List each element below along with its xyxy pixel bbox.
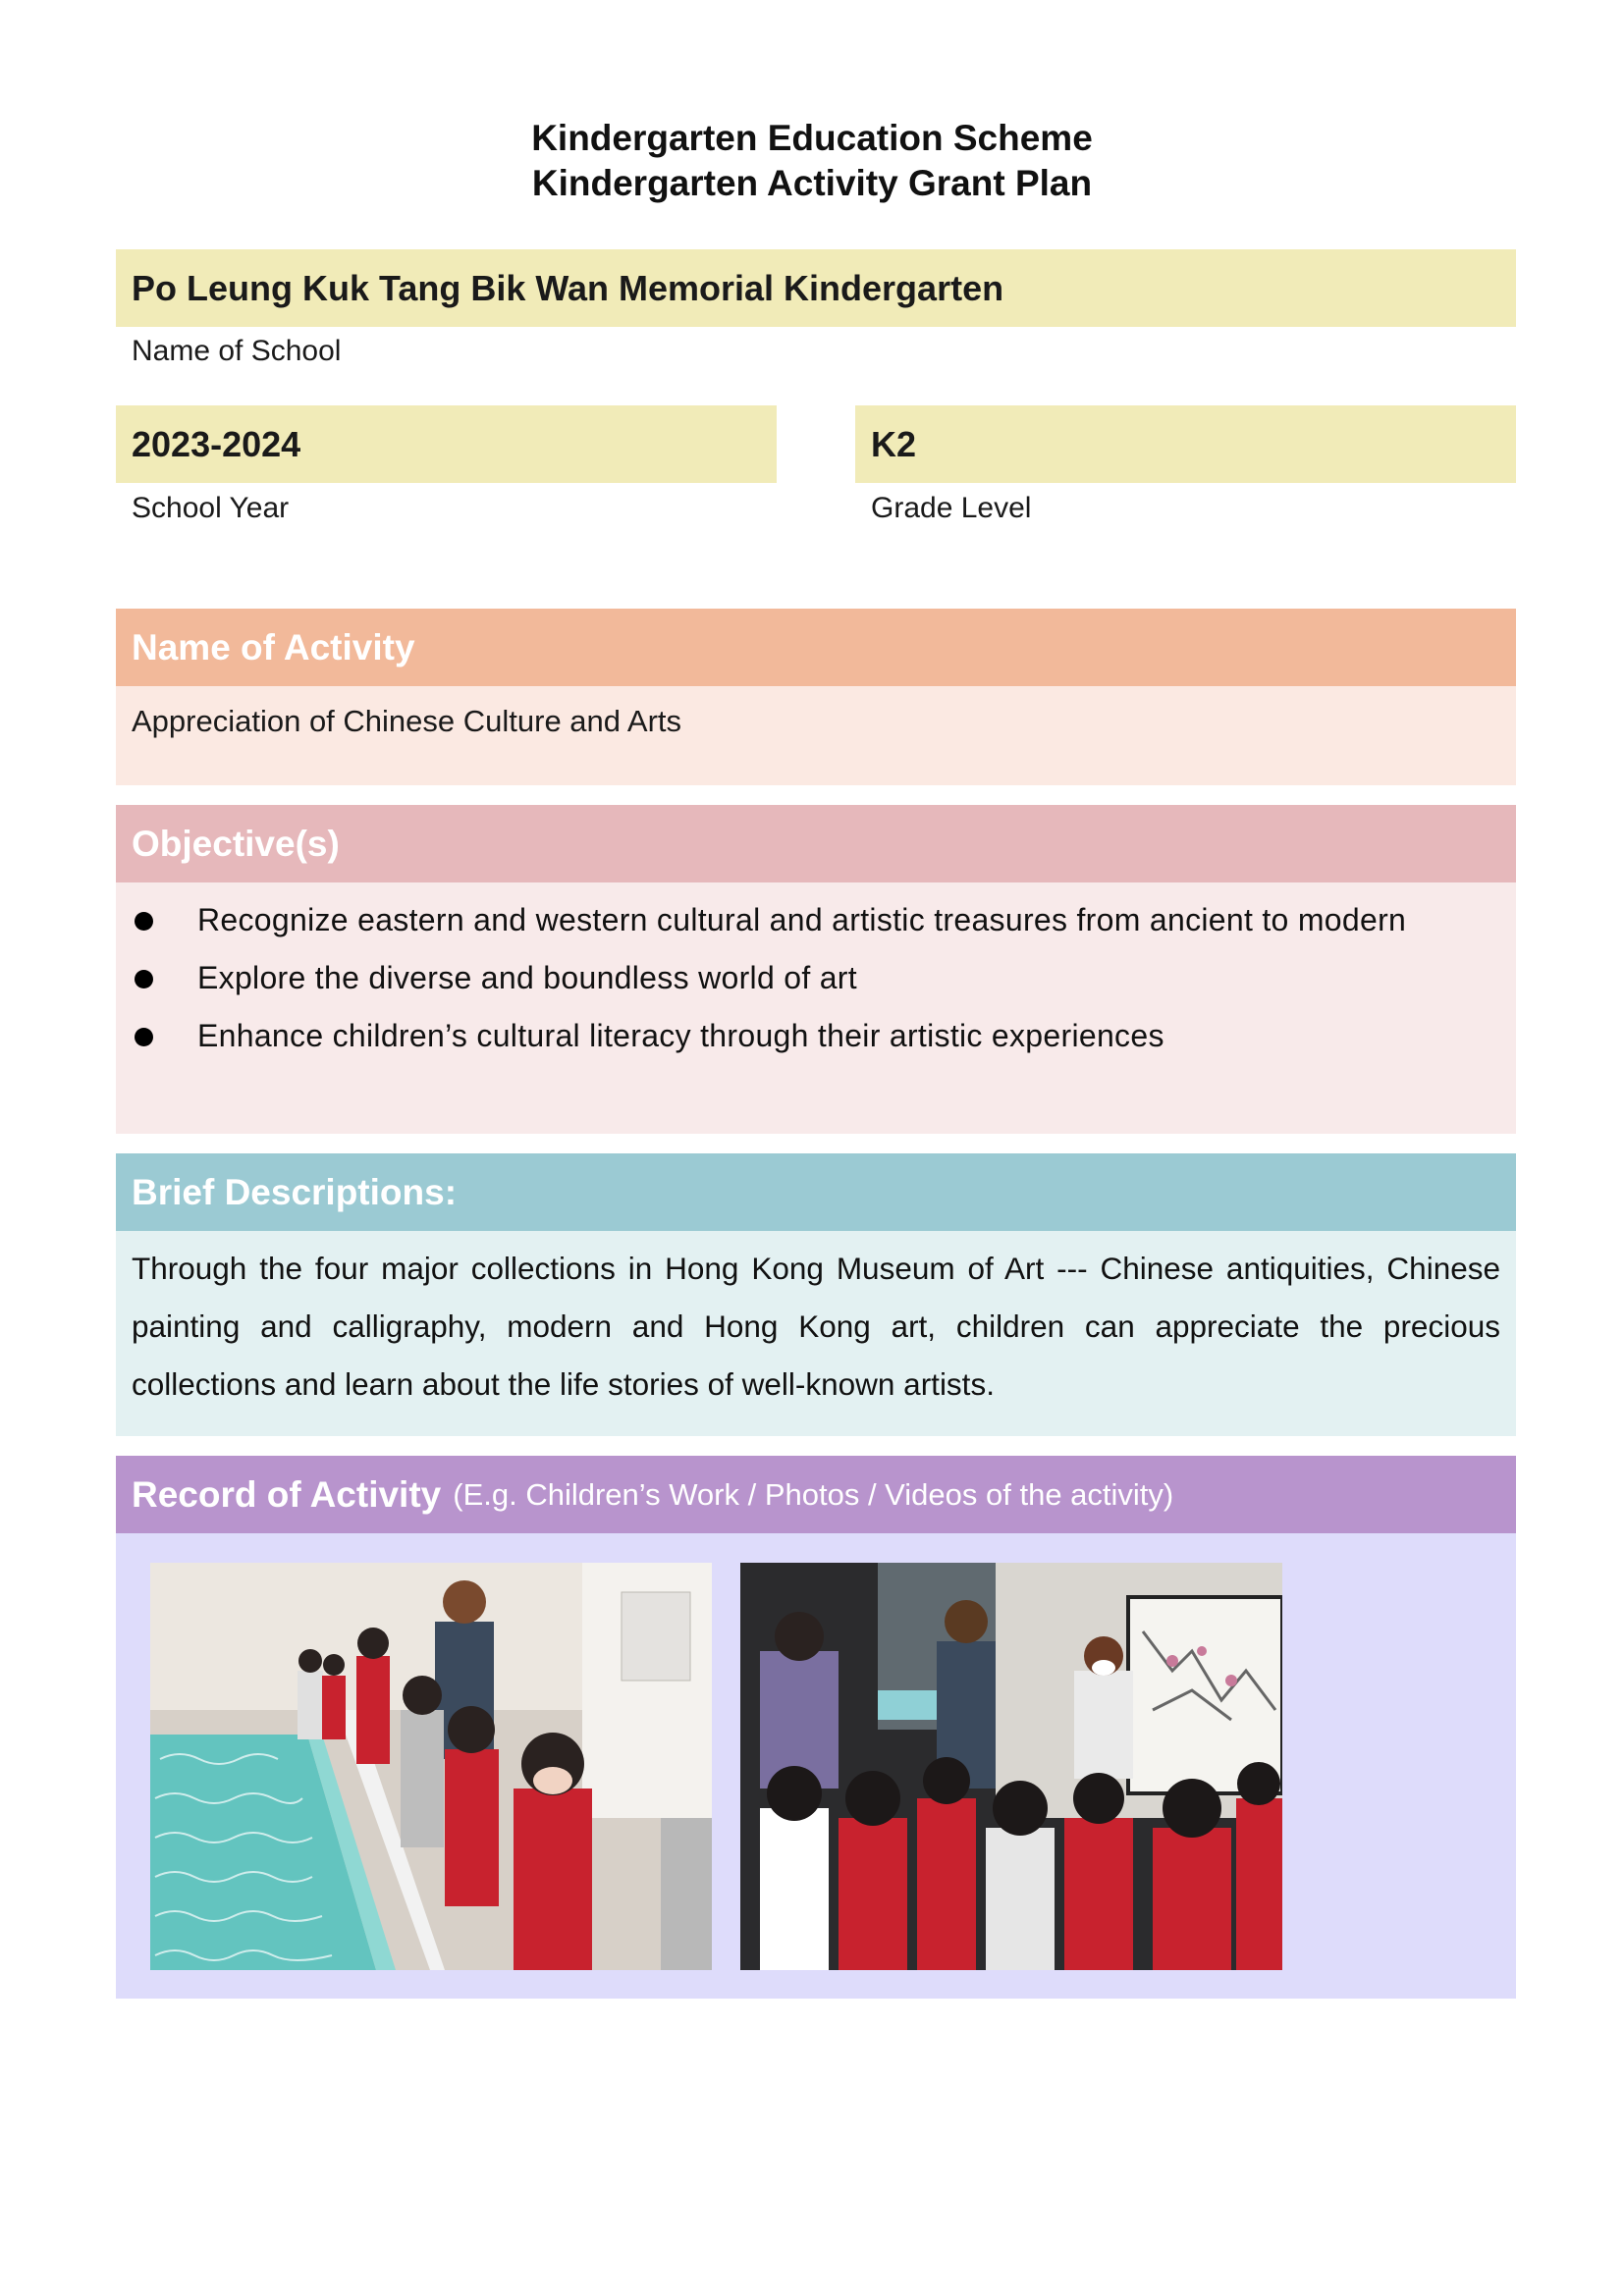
bullet-icon [135,1028,153,1046]
objectives-heading-label: Objective(s) [132,823,340,864]
grade-level-caption: Grade Level [871,492,1032,524]
activity-name-value: Appreciation of Chinese Culture and Arts [132,704,682,738]
school-year-caption: School Year [132,492,290,524]
activity-section-body [116,686,1516,785]
objectives-section-heading [116,805,1516,882]
objective-text: Enhance children’s cultural literacy through their artistic experiences [197,1018,1164,1053]
school-name-value: Po Leung Kuk Tang Bik Wan Memorial Kindergarten [132,267,1004,308]
activity-photo-1 [150,1563,712,1970]
objective-item [116,891,1516,949]
school-year-value: 2023-2024 [132,423,301,464]
description-section-body [116,1231,1516,1436]
description-section-heading [116,1153,1516,1231]
activity-section-heading [116,609,1516,686]
grade-level-field [855,405,1516,483]
record-section-heading [116,1456,1516,1533]
document-subtitle: Kindergarten Activity Grant Plan [531,163,1093,203]
activity-photo-2 [740,1563,1282,1970]
objectives-section-body [116,882,1516,1134]
objective-text: Recognize eastern and western cultural and artistic treasures from ancient to modern [197,902,1407,937]
objective-item [116,949,1516,1007]
description-text: Through the four major collections in Hong Kong Museum of Art --- Chinese antiquities, Chinese painting and calligraphy, modern and Hong Kong art, children can appreciate the precious collections and learn about the life stories of well-known artists. [132,1251,1500,1402]
objective-item [116,1007,1516,1065]
bullet-icon [135,912,153,931]
objective-text: Explore the diverse and boundless world of art [197,960,857,995]
document-title: Kindergarten Education Scheme [531,118,1093,158]
bullet-icon [135,970,153,988]
school-name-caption: Name of School [132,335,342,367]
school-name-field [116,249,1516,327]
activity-heading-label: Name of Activity [132,626,415,667]
record-heading-note: (E.g. Children’s Work / Photos / Videos of the activity) [453,1476,1174,1512]
record-heading-label: Record of Activity [132,1473,442,1515]
grade-level-value: K2 [871,423,917,464]
description-heading-label: Brief Descriptions: [132,1171,458,1212]
school-year-field [116,405,777,483]
